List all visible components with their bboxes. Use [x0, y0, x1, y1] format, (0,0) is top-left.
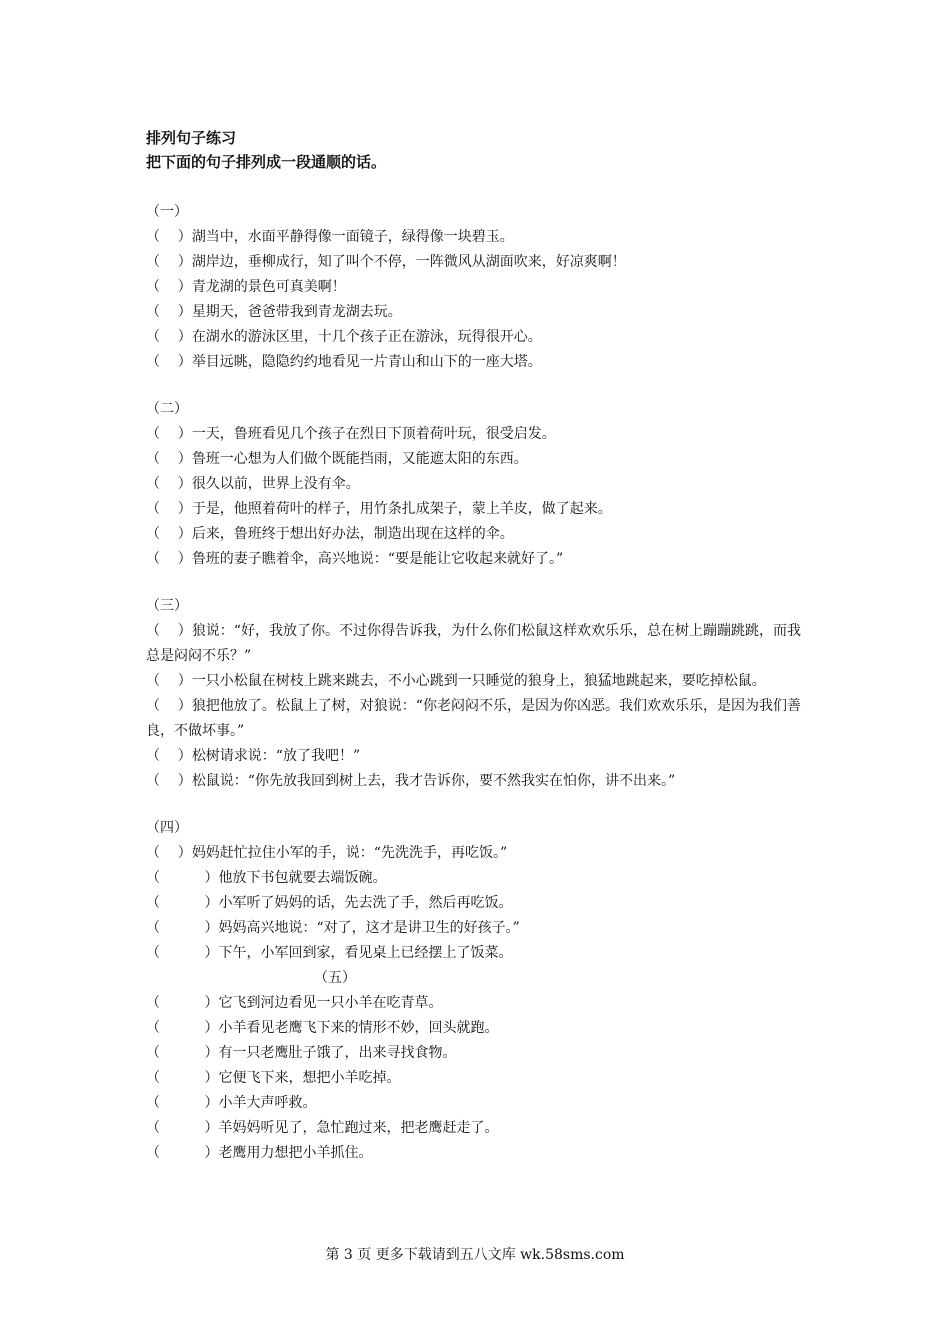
- sentence-item: [146, 769, 814, 794]
- sentence-item: [146, 1041, 814, 1066]
- sentence-item: [146, 1141, 814, 1166]
- exercise-section: [146, 200, 814, 375]
- sentence-text: 湖岸边，垂柳成行，知了叫个不停，一阵微风从湖面吹来，好凉爽啊！: [191, 254, 626, 270]
- sentence-text: 鲁班一心想为人们做个既能挡雨，又能遮太阳的东西。: [191, 451, 528, 467]
- sentence-text: 星期天，爸爸带我到青龙湖去玩。: [191, 304, 402, 320]
- order-blank[interactable]: （ ）: [146, 845, 192, 861]
- sentence-item: [146, 547, 814, 572]
- sentence-item: [146, 522, 814, 547]
- order-blank[interactable]: （ ）: [146, 673, 192, 689]
- sentence-item: [146, 891, 814, 916]
- sentence-text: 有一只老鹰肚子饿了，出来寻找食物。: [218, 1045, 457, 1061]
- sentence-item: [146, 472, 814, 497]
- sentence-text: 狼说：“好，我放了你。不过你得告诉我，为什么你们松鼠这样欢欢乐乐，总在树上蹦蹦跳跳，而我总是闷闷不乐？”: [146, 623, 801, 664]
- sentence-text: 小羊看见老鹰飞下来的情形不妙，回头就跑。: [218, 1020, 499, 1036]
- sentence-item: [146, 1091, 814, 1116]
- sentence-item: [146, 916, 814, 941]
- section-label: （三）: [146, 598, 188, 614]
- order-blank[interactable]: （ ）: [146, 354, 192, 370]
- order-blank[interactable]: （ ）: [146, 426, 192, 442]
- order-blank[interactable]: （ ）: [146, 451, 192, 467]
- order-blank[interactable]: （ ）: [146, 698, 192, 714]
- exercise-section: [146, 816, 814, 966]
- sentence-text: 它便飞下来，想把小羊吃掉。: [218, 1070, 401, 1086]
- sentence-text: 下午，小军回到家，看见桌上已经摆上了饭菜。: [218, 945, 513, 961]
- order-blank[interactable]: （ ）: [146, 476, 192, 492]
- sentence-item: [146, 941, 814, 966]
- sentence-text: 于是，他照着荷叶的样子，用竹条扎成架子，蒙上羊皮，做了起来。: [191, 501, 612, 517]
- sentence-item: [146, 447, 814, 472]
- sentence-item: [146, 350, 814, 375]
- exercise-sections: [146, 200, 814, 1166]
- order-blank[interactable]: （ ）: [146, 304, 192, 320]
- section-label: （二）: [146, 401, 188, 417]
- sentence-text: 狼把他放了。松鼠上了树，对狼说：“你老闷闷不乐，是因为你凶恶。我们欢欢乐乐，是因为我们善良，不做坏事。”: [146, 698, 801, 739]
- sentence-item: [146, 497, 814, 522]
- sentence-text: 妈妈赶忙拉住小军的手，说：“先洗洗手，再吃饭。”: [191, 845, 508, 861]
- sentence-text: 小军听了妈妈的话，先去洗了手，然后再吃饭。: [218, 895, 513, 911]
- order-blank[interactable]: （ ）: [146, 920, 219, 936]
- order-blank[interactable]: （ ）: [146, 1120, 219, 1136]
- order-blank[interactable]: （ ）: [146, 1045, 219, 1061]
- sentence-item: [146, 1066, 814, 1091]
- order-blank[interactable]: （ ）: [146, 526, 192, 542]
- order-blank[interactable]: （ ）: [146, 1095, 219, 1111]
- sentence-text: 羊妈妈听见了，急忙跑过来，把老鹰赶走了。: [218, 1120, 499, 1136]
- order-blank[interactable]: （ ）: [146, 748, 192, 764]
- section-label: （四）: [146, 820, 188, 836]
- sentence-text: 他放下书包就要去端饭碗。: [218, 870, 387, 886]
- sentence-item: [146, 325, 814, 350]
- sentence-text: 鲁班的妻子瞧着伞，高兴地说：“要是能让它收起来就好了。”: [191, 551, 564, 567]
- sentence-item: [146, 225, 814, 250]
- sentence-text: 老鹰用力想把小羊抓住。: [218, 1145, 373, 1161]
- sentence-text: 它飞到河边看见一只小羊在吃青草。: [218, 995, 443, 1011]
- sentence-text: 一天，鲁班看见几个孩子在烈日下顶着荷叶玩，很受启发。: [191, 426, 556, 442]
- exercise-content: [146, 126, 814, 1166]
- section-label: （五）: [314, 970, 356, 986]
- order-blank[interactable]: （ ）: [146, 254, 192, 270]
- sentence-item: [146, 866, 814, 891]
- exercise-section: [146, 966, 814, 1166]
- order-blank[interactable]: （ ）: [146, 501, 192, 517]
- sentence-text: 妈妈高兴地说：“对了，这才是讲卫生的好孩子。”: [218, 920, 520, 936]
- section-label: （一）: [146, 204, 188, 220]
- order-blank[interactable]: （ ）: [146, 945, 219, 961]
- instruction: 把下面的句子排列成一段通顺的话。: [146, 153, 387, 171]
- order-blank[interactable]: （ ）: [146, 551, 192, 567]
- exercise-section: [146, 594, 814, 794]
- sentence-text: 在湖水的游泳区里，十几个孩子正在游泳，玩得很开心。: [191, 329, 542, 345]
- page-footer: 第 3 页 更多下载请到五八文库 wk.58sms.com: [325, 1247, 625, 1263]
- sentence-text: 很久以前，世界上没有伞。: [191, 476, 360, 492]
- sentence-text: 青龙湖的景色可真美啊！: [191, 279, 346, 295]
- order-blank[interactable]: （ ）: [146, 995, 219, 1011]
- order-blank[interactable]: （ ）: [146, 279, 192, 295]
- order-blank[interactable]: （ ）: [146, 1070, 219, 1086]
- exercise-section: [146, 397, 814, 572]
- order-blank[interactable]: （ ）: [146, 773, 192, 789]
- order-blank[interactable]: （ ）: [146, 623, 192, 639]
- order-blank[interactable]: （ ）: [146, 329, 192, 345]
- sentence-item: [146, 275, 814, 300]
- sentence-text: 湖当中，水面平静得像一面镜子，绿得像一块碧玉。: [191, 229, 514, 245]
- sentence-text: 后来，鲁班终于想出好办法，制造出现在这样的伞。: [191, 526, 514, 542]
- order-blank[interactable]: （ ）: [146, 1020, 219, 1036]
- sentence-text: 松树请求说：“放了我吧！”: [191, 748, 361, 764]
- sentence-item: [146, 991, 814, 1016]
- sentence-item: [146, 1016, 814, 1041]
- sentence-text: 一只小松鼠在树枝上跳来跳去，不小心跳到一只睡觉的狼身上，狼猛地跳起来，要吃掉松鼠。: [191, 673, 766, 689]
- sentence-text: 小羊大声呼救。: [218, 1095, 317, 1111]
- sentence-item: [146, 300, 814, 325]
- sentence-item: [146, 422, 814, 447]
- sentence-item: [146, 841, 814, 866]
- sentence-item: [146, 619, 814, 669]
- order-blank[interactable]: （ ）: [146, 229, 192, 245]
- order-blank[interactable]: （ ）: [146, 870, 219, 886]
- page-title: 排列句子练习: [146, 129, 237, 147]
- sentence-item: [146, 669, 814, 694]
- order-blank[interactable]: （ ）: [146, 1145, 219, 1161]
- sentence-item: [146, 250, 814, 275]
- sentence-text: 举目远眺，隐隐约约地看见一片青山和山下的一座大塔。: [191, 354, 542, 370]
- order-blank[interactable]: （ ）: [146, 895, 219, 911]
- sentence-item: [146, 744, 814, 769]
- sentence-item: [146, 1116, 814, 1141]
- sentence-text: 松鼠说：“你先放我回到树上去，我才告诉你，要不然我实在怕你，讲不出来。”: [191, 773, 676, 789]
- sentence-item: [146, 694, 814, 744]
